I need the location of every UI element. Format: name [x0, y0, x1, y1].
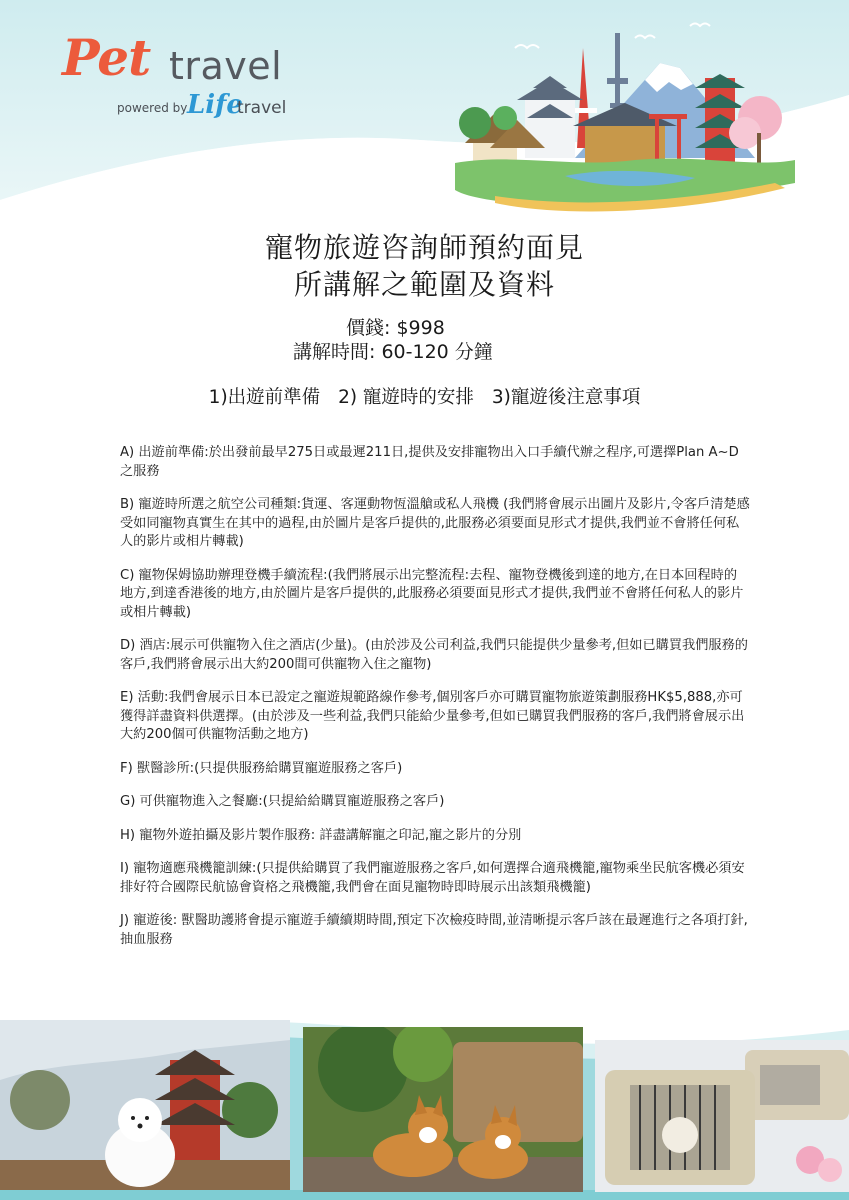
japan-scenery-illustration: [455, 8, 795, 213]
list-item: F) 獸醫診所:(只提供服務給購買寵遊服務之客戶): [120, 760, 403, 776]
topic-item: 2) 寵遊時的安排: [338, 387, 474, 408]
logo-travel-small: travel: [237, 98, 287, 118]
photo-dog-pagoda: [0, 1020, 290, 1190]
list-item: B) 寵遊時所選之航空公司種類:貨運、客運動物恆溫艙或私人飛機 (我們將會展示出圖片及影片,令客戶清楚感受如同寵物真實生在其中的過程,由於圖片是客戶提供的,此服務必須要面見形式才提供,我們並不會將任何私人的影片或相片轉載): [120, 497, 750, 549]
list-item: A) 出遊前準備:於出發前最早275日或最遲211日,提供及安排寵物出入口手續代辦之程序,可選擇Plan A~D之服務: [120, 445, 739, 479]
price-row: [346, 313, 445, 340]
topic-item: 3)寵遊後注意事項: [491, 387, 641, 408]
photo-pet-carrier: [595, 1040, 849, 1192]
topics-row: [0, 383, 849, 409]
page-title-line1: 寵物旅遊咨詢師預約面見: [264, 231, 584, 264]
list-item: I) 寵物適應飛機籠訓練:(只提供給購買了我們寵遊服務之客戶,如何選擇合適飛機籠,寵物乘坐民航客機必須安排好符合國際民航協會資格之飛機籠,我們會在面見寵物時即時展示出該類飛機籠): [120, 861, 745, 895]
list-item: C) 寵物保姆協助辦理登機手續流程:(我們將展示出完整流程:去程、寵物登機後到達的地方,在日本回程時的地方,到達香港後的地方,由於圖片是客戶提供的,此服務必須要面見形式才提供,我們並不會將任何私人的影片或相片轉載): [120, 567, 744, 620]
duration-value: 60-120 分鐘: [381, 341, 493, 363]
list-item: D) 酒店:展示可供寵物入住之酒店(少量)。(由於涉及公司利益,我們只能提供少量參考,但如已購買我們服務的客戶,我們將會展示出大約200間可供寵物入住之寵物): [120, 638, 748, 672]
logo-pet-text: Pet: [62, 28, 151, 87]
list-item: H) 寵物外遊拍攝及影片製作服務: 詳盡講解寵之印記,寵之影片的分別: [120, 827, 522, 843]
price-label: 價錢:: [346, 317, 391, 339]
photo-corgis: [303, 1027, 583, 1192]
service-items-list: [120, 444, 750, 964]
list-item: J) 寵遊後: 獸醫助護將會提示寵遊手續續期時間,預定下次檢疫時間,並清晰提示客戶該在最遲進行之各項打針,抽血服務: [120, 913, 748, 947]
logo-powered-by: powered by: [117, 101, 188, 115]
logo-life-text: Life: [187, 90, 243, 120]
logo-travel-text: travel: [169, 44, 283, 88]
page-title-line2: 所講解之範圍及資料: [293, 268, 555, 301]
pet-travel-logo: [62, 28, 302, 128]
list-item: G) 可供寵物進入之餐廳:(只提給給購買寵遊服務之客戶): [120, 794, 445, 809]
duration-row: [293, 337, 493, 364]
duration-label: 講解時間:: [293, 341, 376, 363]
list-item: E) 活動:我們會展示日本已設定之寵遊規範路線作參考,個別客戶亦可購買寵物旅遊策劃服務HK$5,888,亦可獲得詳盡資料供選擇。(由於涉及一些利益,我們只能給少量參考,但如已購買我們服務的客戶,我們將會展示出大約200個可供寵物活動之地方): [120, 690, 745, 742]
price-value: $998: [396, 317, 445, 339]
topic-item: 1)出遊前準備: [208, 387, 321, 408]
